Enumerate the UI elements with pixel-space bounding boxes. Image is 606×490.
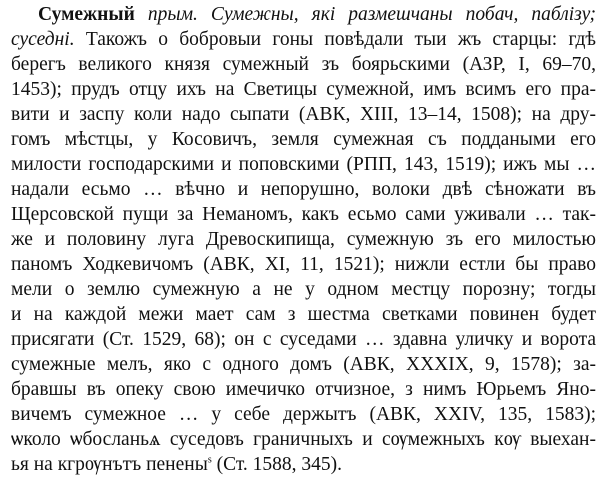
entry-line-9: Щерсовской пущи за Неманомъ, какъ есьмо сами уживали … так-	[11, 204, 596, 225]
superscript: s	[207, 454, 212, 466]
last-line-main: ья на кгрѹнътъ пенены	[11, 454, 208, 475]
headword: Сумежный	[38, 4, 135, 25]
entry-line-2	[11, 28, 596, 52]
entry-line-1	[38, 3, 596, 27]
entry-line-15: сумежные мелъ, яко с одного домъ (АВК, XXXIX, 9, 1578); за-	[11, 354, 596, 375]
entry-line-14: присягати (Ст. 1529, 68); он с суседами … здавна уличку и ворота	[11, 329, 596, 350]
gloss-cont: суседні.	[11, 29, 75, 50]
entry-line-12: мели о землю сумежную а не у одном местцу порозну; тогды	[11, 279, 596, 300]
entry-line-13: и на каждой межи мает сам з шестма светками повинен будет	[11, 304, 596, 325]
entry-line-3: берегъ великого князя сумежный зъ боярьскими (АЗР, I, 69–70,	[11, 54, 596, 75]
entry-line-11: паномъ Ходкевичомъ (АВК, XI, 11, 1521); нижли естли бы право	[11, 254, 596, 275]
entry-line-16: бравшы въ опеку свою имечичко отчизное, з нимъ Юрьемъ Яно-	[11, 379, 596, 400]
entry-line-4: 1453); прудъ отцу ихъ на Светицы сумежной, имъ всимъ его пра-	[11, 79, 596, 100]
entry-line-10: же и половину луга Древоскипища, сумежную зъ его милостью	[11, 229, 596, 250]
entry-line-7: милости господарскими и поповскими (РПП, 143, 1519); ижъ мы …	[11, 154, 596, 175]
entry-line-6: гомъ мѣстцы, у Косовичъ, земля сумежная съ поддаными его	[11, 129, 596, 150]
entry-line-17: вичемъ сумежное … у себе держытъ (АВК, XXIV, 135, 1583);	[11, 404, 596, 425]
entry-line-5: вити и заспу коли надо сыпати (АВК, XIII, 13–14, 1508); на дру-	[11, 104, 596, 125]
entry-line-19	[11, 453, 596, 477]
last-line-tail: (Ст. 1588, 345).	[211, 454, 343, 475]
entry-line-8: надали есьмо … вѣчно и непорушно, волоки двѣ сѣножати въ	[11, 179, 596, 200]
entry-line-18: ѡколо ѡбосланьѧ суседовъ граничныхъ и сѹмежныхъ кѹ выехан-	[11, 429, 596, 450]
text-line: Такожъ о бобровыи гоны повѣдали тыи жъ старцы: гдѣ	[74, 29, 596, 50]
gloss: прым. Сумежны, які размешчаны побач, паблізу;	[134, 4, 596, 25]
